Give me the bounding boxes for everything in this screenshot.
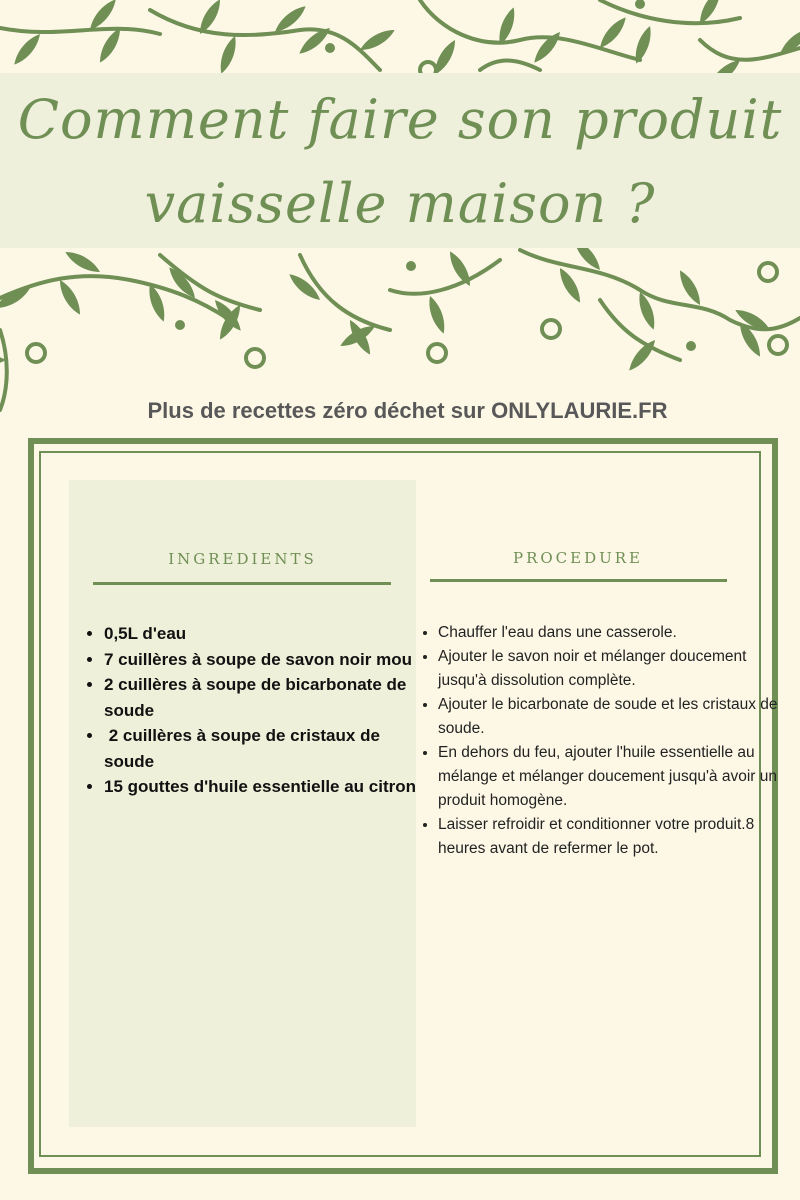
procedure-list <box>418 621 780 861</box>
subtitle: Plus de recettes zéro déchet sur ONLYLAURIE.FR <box>147 398 668 423</box>
page-title-line-2: vaisselle maison ? <box>144 172 656 235</box>
ingredients-heading: INGREDIENTS <box>168 550 317 568</box>
ingredients-list <box>82 621 434 800</box>
list-item: • Laisser refroidir et conditionner votre produit.8 heures avant de refermer le pot. <box>438 813 780 861</box>
ingredients-divider <box>93 582 391 585</box>
procedure-heading: PROCEDURE <box>512 549 644 567</box>
list-item: • 15 gouttes d'huile essentielle au citron <box>104 774 434 800</box>
list-item: • En dehors du feu, ajouter l'huile essentielle au mélange et mélanger doucement jusqu'à avoir un produit homogène. <box>438 741 780 813</box>
page-title-line-1: Comment faire son produit <box>17 88 783 151</box>
list-item: • Ajouter le savon noir et mélanger doucement jusqu'à dissolution complète. <box>438 645 780 693</box>
list-item: • 2 cuillères à soupe de bicarbonate de soude <box>104 672 434 723</box>
list-item: • Chauffer l'eau dans une casserole. <box>438 621 780 645</box>
procedure-divider <box>430 579 727 582</box>
list-item: • 2 cuillères à soupe de cristaux de soude <box>104 723 434 774</box>
list-item: • Ajouter le bicarbonate de soude et les cristaux de soude. <box>438 693 780 741</box>
list-item: • 0,5L d'eau <box>104 621 434 647</box>
list-item: • 7 cuillères à soupe de savon noir mou <box>104 647 434 673</box>
ingredients-panel <box>69 480 416 1127</box>
